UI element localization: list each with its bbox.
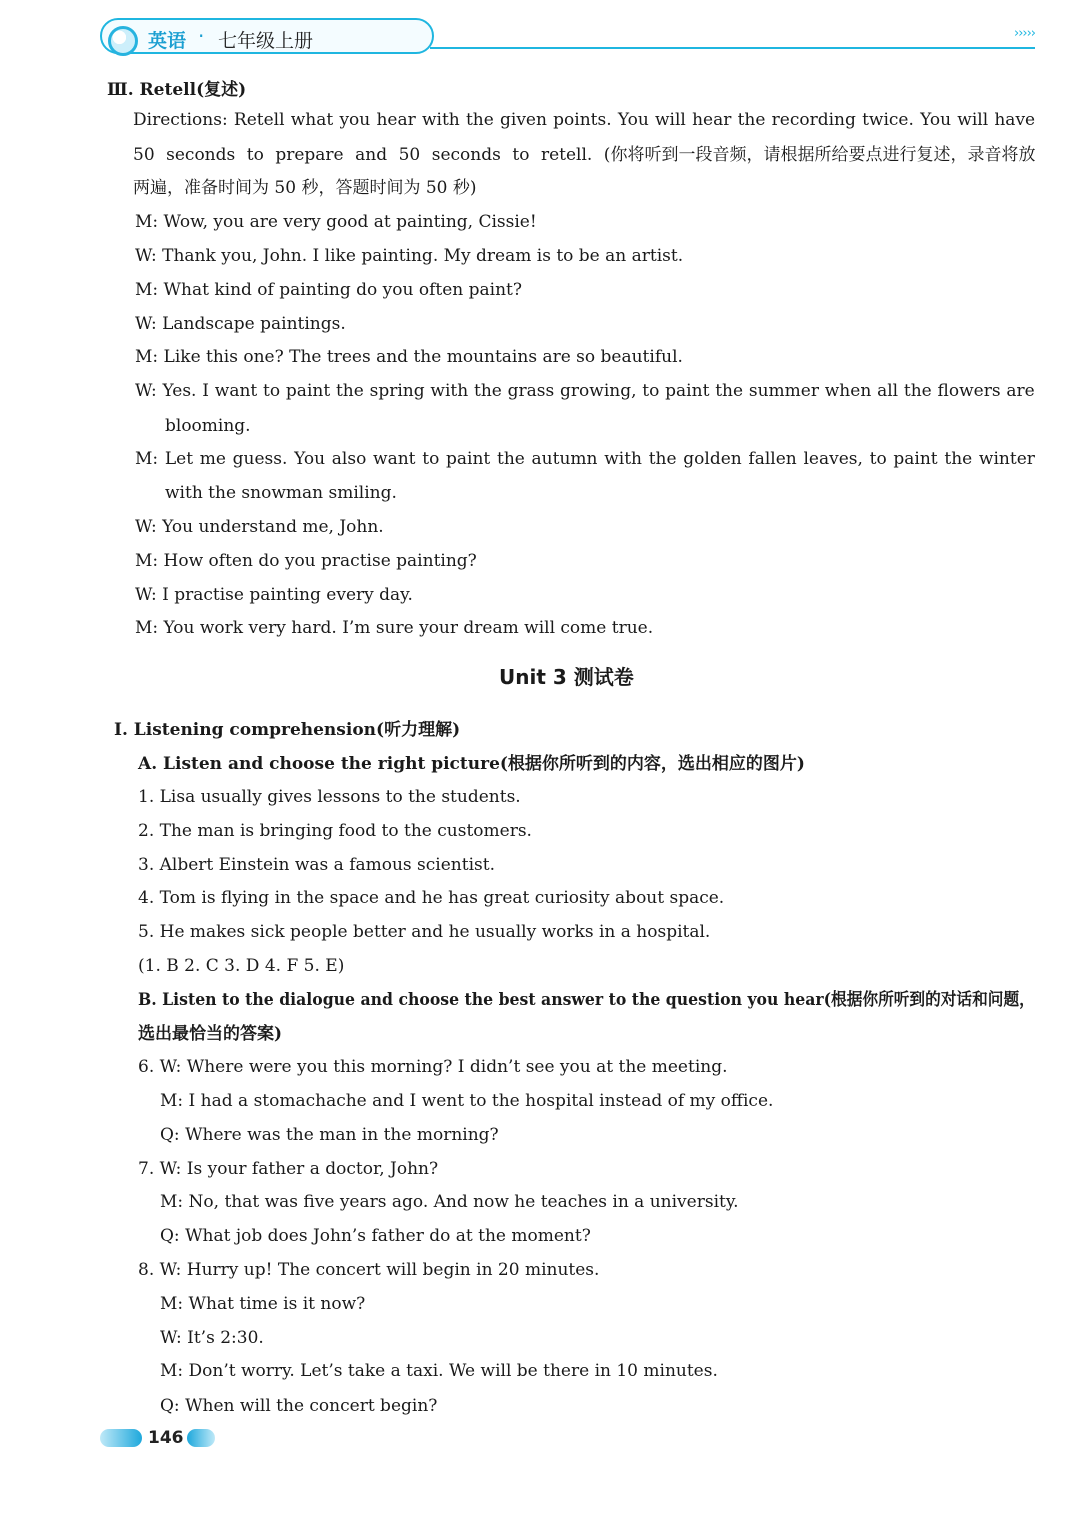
- text-line: Q: When will the concert begin?: [160, 1396, 438, 1416]
- text-line: 1. Lisa usually gives lessons to the students.: [138, 787, 521, 807]
- text-line: W: Landscape paintings.: [135, 314, 346, 334]
- text-line: W: I practise painting every day.: [135, 585, 413, 605]
- text-line: M: You work very hard. I’m sure your dream will come true.: [135, 618, 654, 638]
- text-line: 4. Tom is flying in the space and he has great curiosity about space.: [138, 888, 725, 908]
- text-line: blooming.: [165, 416, 251, 436]
- text-line: M: What time is it now?: [160, 1294, 366, 1314]
- text-line: M: What kind of painting do you often paint?: [135, 280, 522, 300]
- header-tab: [100, 18, 434, 54]
- text-line: with the snowman smiling.: [165, 483, 397, 503]
- page-number-ornament-right: [187, 1429, 215, 1447]
- text-line: 6. W: Where were you this morning? I didn’t see you at the meeting.: [138, 1057, 728, 1077]
- text-line: M: Don’t worry. Let’s take a taxi. We will be there in 10 minutes.: [160, 1361, 718, 1381]
- circle-icon: [108, 26, 138, 56]
- text-line: M: No, that was five years ago. And now he teaches in a university.: [160, 1192, 739, 1212]
- text-line: 5. He makes sick people better and he usually works in a hospital.: [138, 922, 711, 942]
- text-line: Q: Where was the man in the morning?: [160, 1125, 499, 1145]
- text-line: Ⅲ. Retell(复述): [107, 80, 247, 100]
- header-rule: [430, 47, 1035, 49]
- text-line: (1. B 2. C 3. D 4. F 5. E): [138, 956, 345, 976]
- text-line: W: You understand me, John.: [135, 517, 384, 537]
- text-line: M: Let me guess. You also want to paint the autumn with the golden fallen leaves, to paint the winter: [135, 449, 1035, 469]
- text-line: M: Wow, you are very good at painting, Cissie!: [135, 212, 537, 232]
- text-line: 2. The man is bringing food to the customers.: [138, 821, 532, 841]
- text-line: 50 seconds to prepare and 50 seconds to retell. (你将听到一段音频，请根据所给要点进行复述，录音将放: [133, 145, 1036, 165]
- text-line: M: I had a stomachache and I went to the hospital instead of my office.: [160, 1091, 774, 1111]
- text-line: A. Listen and choose the right picture(根据你所听到的内容，选出相应的图片): [138, 754, 805, 774]
- text-line: B. Listen to the dialogue and choose the best answer to the question you hear(根据你所听到的对话和问题，: [138, 990, 1035, 1010]
- text-line: W: Thank you, John. I like painting. My dream is to be an artist.: [135, 246, 684, 266]
- text-line: 两遍，准备时间为 50 秒，答题时间为 50 秒): [133, 178, 477, 198]
- text-line: 3. Albert Einstein was a famous scientist.: [138, 855, 495, 875]
- section-title: Unit 3 测试卷: [499, 665, 634, 689]
- chevrons-icon: ›››››: [1014, 26, 1035, 41]
- header-separator: ·: [198, 24, 205, 48]
- page-header: [100, 14, 1035, 58]
- header-grade: 七年级上册: [218, 30, 314, 52]
- text-line: Directions: Retell what you hear with the given points. You will hear the recording twice. You will have: [133, 110, 1036, 130]
- text-line: 7. W: Is your father a doctor, John?: [138, 1159, 439, 1179]
- text-line: 选出最恰当的答案): [138, 1024, 283, 1044]
- page-number-ornament-left: [100, 1429, 142, 1447]
- text-line: M: Like this one? The trees and the mountains are so beautiful.: [135, 347, 683, 367]
- text-line: M: How often do you practise painting?: [135, 551, 477, 571]
- header-subject: 英语: [148, 30, 187, 52]
- text-line: 8. W: Hurry up! The concert will begin in 20 minutes.: [138, 1260, 600, 1280]
- text-line: W: It’s 2:30.: [160, 1328, 264, 1348]
- text-line: Ⅰ. Listening comprehension(听力理解): [114, 720, 461, 740]
- page-number: 146: [148, 1428, 184, 1448]
- text-line: W: Yes. I want to paint the spring with the grass growing, to paint the summer when all the flowers are: [135, 381, 1035, 401]
- text-line: Q: What job does John’s father do at the moment?: [160, 1226, 591, 1246]
